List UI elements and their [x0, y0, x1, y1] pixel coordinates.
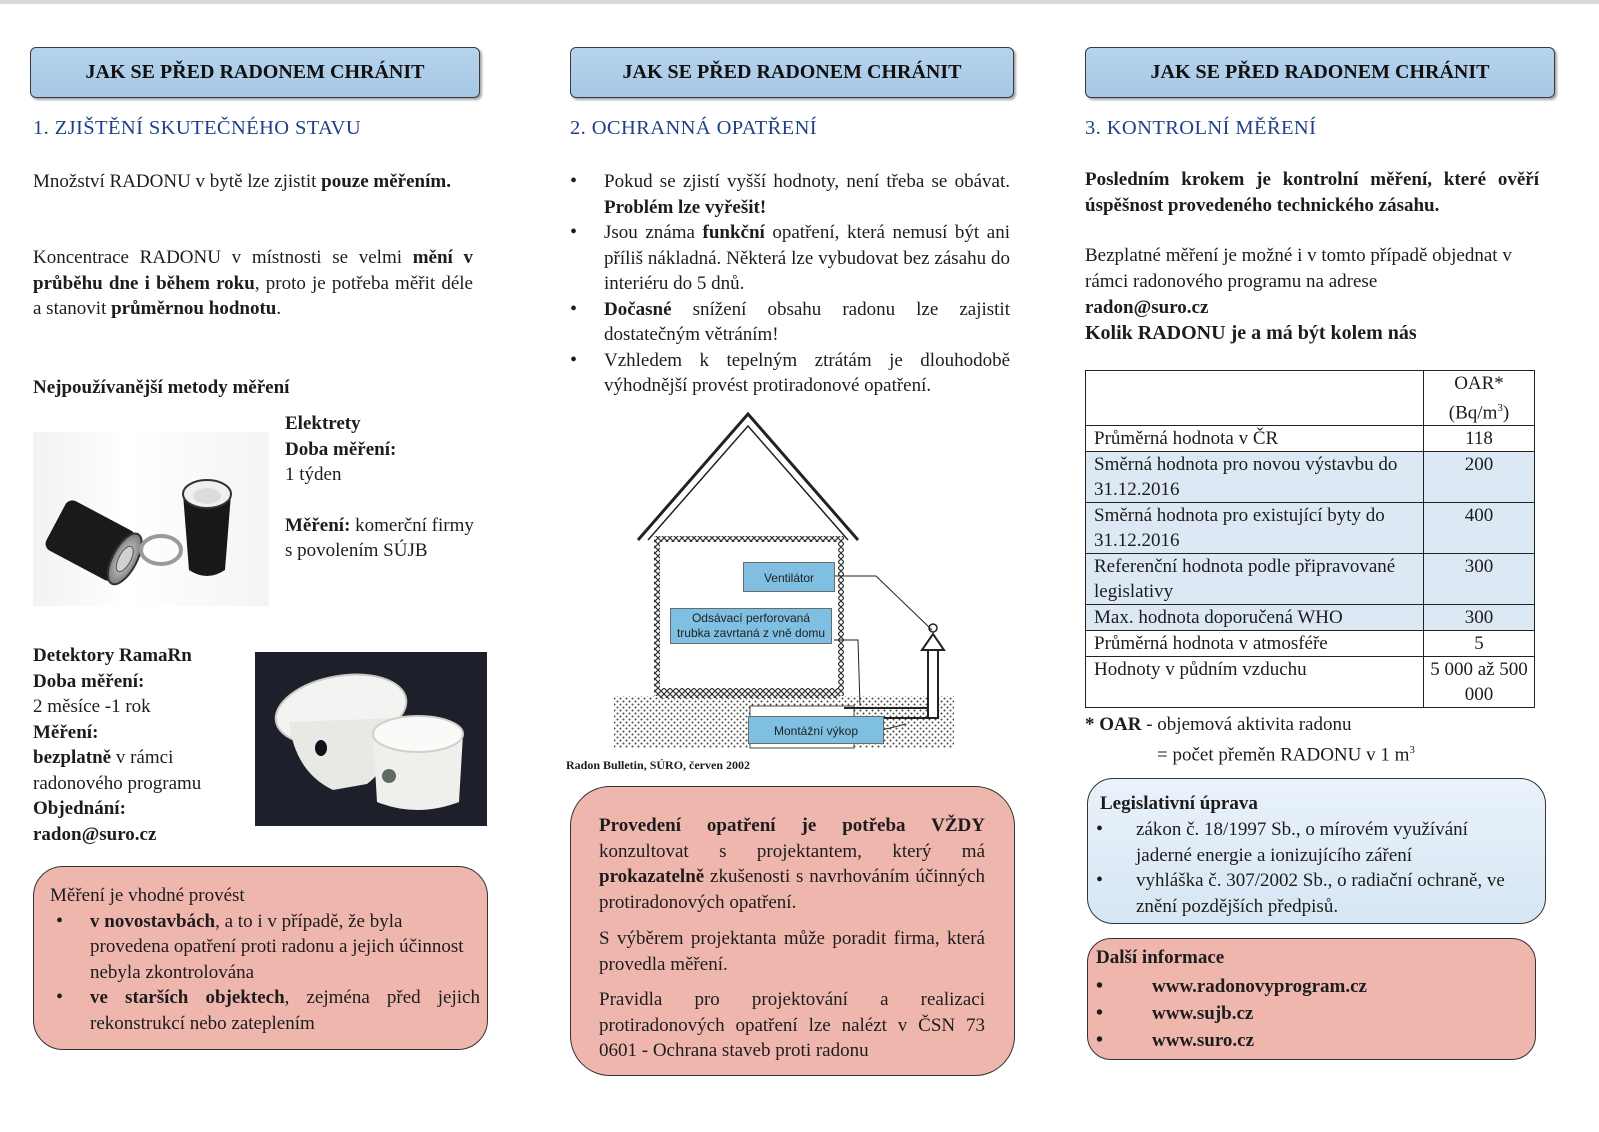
section-header: JAK SE PŘED RADONEM CHRÁNIT	[30, 47, 480, 98]
column-measures	[566, 0, 1015, 1132]
section-header: JAK SE PŘED RADONEM CHRÁNIT	[1085, 47, 1555, 98]
row-label: Směrná hodnota pro existující byty do 31.12.2016	[1086, 503, 1424, 554]
text: , a to i v případě, že byla provedena opatření proti radonu a jejich účinnost nebyla zkontrolována	[90, 910, 464, 983]
text: .	[276, 298, 282, 319]
label: Objednání:	[33, 798, 126, 819]
label: Doba měření:	[33, 670, 145, 692]
pipe-label: Odsávací perforovaná trubka zavrtaná z vně domu	[670, 608, 832, 644]
section-title: 2. OCHRANNÁ OPATŘENÍ	[570, 117, 818, 139]
link-item[interactable]: • www.sujb.cz	[1096, 1000, 1516, 1027]
oar-label: OAR*	[1454, 373, 1504, 394]
section-title: 1. ZJIŠTĚNÍ SKUTEČNÉHO STAVU	[33, 117, 362, 139]
text: snížení obsahu radonu lze zajistit dostatečným větráním!	[604, 298, 1010, 345]
footnote-star: *	[1085, 714, 1100, 735]
text: , zejména před jejich rekonstrukcí nebo zateplením	[90, 987, 480, 1034]
row-value: 300	[1424, 554, 1535, 605]
text: Pokud se zjistí vyšší hodnoty, není třeba se obávat.	[604, 171, 1010, 192]
consultation-p3: Pravidla pro projektování a realizaci protiradonových opatření lze nalézt v ČSN 73 0601 - Ochrana staveb proti radonu	[599, 989, 985, 1061]
value: 1 týden	[285, 464, 342, 485]
emphasis: prokazatelně	[599, 866, 705, 887]
email: radon@suro.cz	[33, 823, 157, 845]
table-row	[1086, 426, 1535, 452]
control-intro-text: Bezplatné měření je možné i v tomto případě objednat v rámci radonového programu na adrese	[1085, 245, 1512, 292]
paragraph-amount	[33, 169, 473, 195]
text: Jsou známa	[604, 222, 703, 243]
text: , proto je potřeba měřit déle a stanovit	[33, 272, 473, 319]
table-header-row	[1086, 371, 1535, 426]
table-header-empty	[1086, 371, 1424, 426]
footnote-term: OAR	[1099, 714, 1142, 735]
row-value: 5	[1424, 631, 1535, 657]
emphasis: funkční	[702, 222, 765, 243]
text: Množství RADONU v bytě lze zjistit	[33, 171, 322, 192]
ramarn-photo	[255, 652, 487, 826]
emphasis: ve starších objektech	[90, 987, 285, 1008]
tip-intro: Měření je vhodné provést	[50, 885, 245, 906]
pit-label: Montážní výkop	[748, 716, 884, 744]
unit: (Bq/m	[1448, 402, 1498, 424]
footnote-line2	[1157, 738, 1415, 768]
section-header: JAK SE PŘED RADONEM CHRÁNIT	[570, 47, 1014, 98]
table-heading: Kolik RADONU je a má být kolem nás	[1085, 322, 1417, 344]
section-title: 3. KONTROLNÍ MĚŘENÍ	[1085, 117, 1317, 139]
ramarn-info	[33, 643, 253, 847]
legislation-list	[1096, 817, 1524, 919]
value: 2 měsíce -1 rok	[33, 696, 151, 717]
link-item[interactable]: • www.suro.cz	[1096, 1027, 1516, 1054]
list-item: • vyhláška č. 307/2002 Sb., o radiační ochraně, ve znění pozdějších předpisů.	[1096, 868, 1524, 919]
electret-photo	[33, 432, 269, 606]
link-item[interactable]: • www.radonovyprogram.cz	[1096, 973, 1516, 1000]
column-control	[1085, 0, 1555, 1132]
row-label: Hodnoty v půdním vzduchu	[1086, 657, 1424, 708]
unit-exponent: 3	[1497, 402, 1503, 414]
emphasis: bezplatně	[33, 747, 112, 768]
ramarn-name: Detektory RamaRn	[33, 645, 192, 666]
list-item	[570, 348, 1010, 399]
footnote-text: = počet přeměn RADONU v 1 m	[1157, 744, 1410, 766]
emphasis: pouze měřením.	[321, 171, 451, 192]
emphasis: průměrnou hodnotu	[111, 298, 277, 319]
measurement-tip-box	[33, 866, 488, 1050]
ventilator-label: Ventilátor	[743, 562, 835, 592]
electrets-name: Elektrety	[285, 413, 361, 434]
list-item	[56, 909, 480, 986]
electrets-info	[285, 411, 480, 564]
table-row	[1086, 657, 1535, 708]
unit-exponent: 3	[1409, 744, 1415, 756]
row-value: 118	[1424, 426, 1535, 452]
label: Doba měření:	[285, 438, 397, 460]
oar-table	[1085, 370, 1535, 708]
table-header-oar	[1424, 371, 1535, 426]
text: Vzhledem k tepelným ztrátám je dlouhodobě výhodnější provést protiradonové opatření.	[604, 349, 1010, 396]
emphasis: Provedení opatření je potřeba VŽDY	[599, 815, 985, 836]
table-row	[1086, 554, 1535, 605]
measures-list	[570, 169, 1010, 399]
row-label: Referenční hodnota podle připravované legislativy	[1086, 554, 1424, 605]
emphasis: Problém lze vyřešit!	[604, 196, 767, 218]
row-label: Max. hodnota doporučená WHO	[1086, 605, 1424, 631]
tip-list	[56, 909, 480, 1037]
row-value: 5 000 až 500 000	[1424, 657, 1535, 708]
text: opatření, která nemusí být ani příliš nákladná. Některá lze vybudovat bez zásahu do interiéru do 5 dnů.	[604, 222, 1010, 294]
text: konzultovat s projektantem, který má	[599, 840, 985, 862]
consultation-box	[570, 786, 1015, 1076]
emphasis: v novostavbách	[90, 910, 216, 932]
consultation-p2: S výběrem projektanta může poradit firma, která provedla měření.	[599, 928, 985, 975]
control-email: radon@suro.cz	[1085, 297, 1209, 318]
emphasis: Dočasné	[604, 298, 672, 320]
table-row	[1086, 503, 1535, 554]
emphasis: mění v průběhu dne i během roku	[33, 247, 473, 294]
unit-close: )	[1502, 402, 1510, 424]
footnote	[1085, 712, 1351, 738]
paragraph-concentration	[33, 245, 473, 322]
row-label: Průměrná hodnota v atmosféře	[1086, 631, 1424, 657]
table-row	[1086, 631, 1535, 657]
list-item	[56, 985, 480, 1036]
row-value: 300	[1424, 605, 1535, 631]
table-row	[1086, 605, 1535, 631]
row-label: Směrná hodnota pro novou výstavbu do 31.12.2016	[1086, 452, 1424, 503]
more-info-box	[1087, 938, 1536, 1060]
methods-heading: Nejpoužívanější metody měření	[33, 377, 290, 398]
list-item	[570, 169, 1010, 220]
table-row	[1086, 452, 1535, 503]
tip-content	[50, 883, 480, 1036]
row-value: 400	[1424, 503, 1535, 554]
list-item: • zákon č. 18/1997 Sb., o mírovém využívání jaderné energie a ionizujícího záření	[1096, 817, 1524, 868]
label: Měření:	[33, 721, 99, 743]
links-list	[1096, 973, 1516, 1054]
list-item	[570, 297, 1010, 348]
control-intro-bold: Posledním krokem je kontrolní měření, které ověří úspěšnost provedeného technického zásahu.	[1085, 169, 1539, 216]
list-item	[570, 220, 1010, 297]
diagram-caption: Radon Bulletin, SÚRO, červen 2002	[566, 758, 751, 772]
row-value: 200	[1424, 452, 1535, 503]
value: komerční firmy s povolením SÚJB	[285, 514, 474, 561]
row-label: Průměrná hodnota v ČR	[1086, 426, 1424, 452]
more-info-title: Další informace	[1096, 947, 1225, 968]
value: v rámci radonového programu	[33, 747, 202, 794]
text: Koncentrace RADONU v místnosti se velmi	[33, 247, 413, 268]
legislation-title: Legislativní úprava	[1100, 793, 1258, 814]
column-measurement	[30, 0, 480, 1132]
house-diagram	[610, 412, 970, 756]
text: zkušenosti s navrhováním účinných protiradonových opatření.	[599, 866, 985, 913]
footnote-text: - objemová aktivita radonu	[1141, 714, 1352, 735]
consultation-p1	[599, 813, 985, 915]
label: Měření:	[285, 514, 351, 536]
legislation-box	[1087, 778, 1546, 924]
